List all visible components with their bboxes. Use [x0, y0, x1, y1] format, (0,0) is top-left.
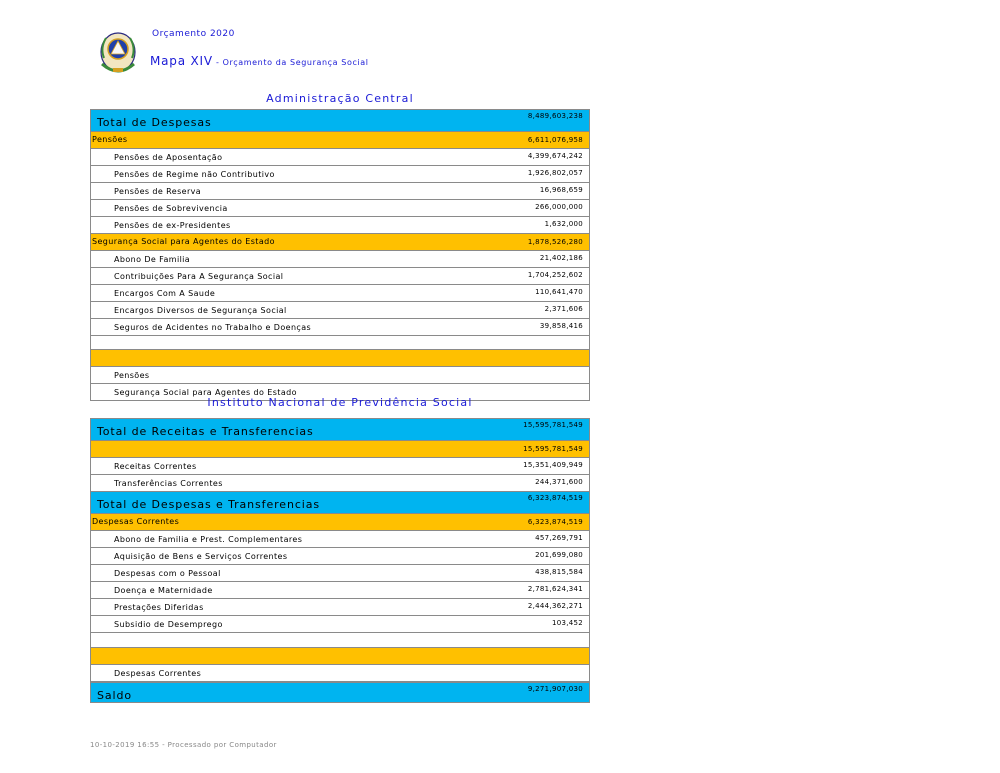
table-row: [90, 616, 590, 633]
table-row: [90, 217, 590, 234]
row-label: Total de Despesas e Transferencias: [97, 498, 321, 511]
row-label: Pensões de ex-Presidentes: [114, 221, 231, 230]
row-label: Transferências Correntes: [114, 479, 223, 488]
row-label: Abono de Familia e Prest. Complementares: [114, 535, 303, 544]
spacer-row: [90, 633, 590, 648]
row-value: 201,699,080: [535, 551, 583, 559]
row-value: 16,968,659: [539, 186, 583, 194]
row-value: 39,858,416: [539, 322, 583, 330]
table-row: [90, 599, 590, 616]
row-value: 6,323,874,519: [527, 494, 583, 502]
row-value: 6,611,076,958: [527, 136, 583, 144]
row-label: Despesas Correntes: [92, 517, 180, 526]
table-row: [90, 319, 590, 336]
row-value: 2,444,362,271: [527, 602, 583, 610]
coat-of-arms-icon: [96, 28, 140, 78]
row-label: Aquisição de Bens e Serviços Correntes: [114, 552, 288, 561]
map-heading: [150, 50, 369, 69]
row-label: Subsidio de Desemprego: [114, 620, 223, 629]
summary-row: [90, 665, 590, 682]
row-value: 1,704,252,602: [527, 271, 583, 279]
section-title-administracao: Administração Central: [266, 92, 414, 105]
summary-header-row: [90, 350, 590, 367]
row-label: Prestações Diferidas: [114, 603, 204, 612]
group-row-seguranca-social: [90, 234, 590, 251]
row-value: 21,402,186: [539, 254, 583, 262]
row-value: 15,595,781,549: [523, 421, 583, 429]
table-row: [90, 285, 590, 302]
row-value: 9,271,907,030: [527, 685, 583, 693]
table-row: [90, 458, 590, 475]
row-label: Total de Receitas e Transferencias: [97, 425, 314, 438]
map-code: Mapa XIV: [150, 54, 213, 68]
row-value: 1,926,802,057: [527, 169, 583, 177]
row-label: Receitas Correntes: [114, 462, 197, 471]
total-despesas-row: [90, 110, 590, 132]
row-label: Segurança Social para Agentes do Estado: [92, 237, 275, 246]
row-label: Pensões de Sobrevivencia: [114, 204, 228, 213]
group-row-receitas: [90, 441, 590, 458]
total-despesas-transferencias-row: [90, 492, 590, 514]
row-label: Despesas com o Pessoal: [114, 569, 221, 578]
row-value: 244,371,600: [535, 478, 583, 486]
row-label: Contribuições Para A Segurança Social: [114, 272, 284, 281]
table-row: [90, 565, 590, 582]
row-value: 457,269,791: [535, 534, 583, 542]
row-label: Pensões de Regime não Contributivo: [114, 170, 275, 179]
table-row: [90, 166, 590, 183]
row-label: Encargos Com A Saude: [114, 289, 216, 298]
total-receitas-row: [90, 419, 590, 441]
budget-year: Orçamento 2020: [152, 29, 235, 39]
section-title-inps: Instituto Nacional de Previdência Social: [207, 396, 473, 409]
row-value: 8,489,603,238: [527, 112, 583, 120]
row-value: 4,399,674,242: [527, 152, 583, 160]
table-row: [90, 582, 590, 599]
row-label: Pensões de Reserva: [114, 187, 202, 196]
summary-header-row: [90, 648, 590, 665]
table-row: [90, 475, 590, 492]
table-row: [90, 531, 590, 548]
row-value: 438,815,584: [535, 568, 583, 576]
row-label: Seguros de Acidentes no Trabalho e Doenças: [114, 323, 312, 332]
row-value: 1,878,526,280: [527, 238, 583, 246]
table-row: [90, 251, 590, 268]
row-value: 266,000,000: [535, 203, 583, 211]
table-row: [90, 302, 590, 319]
row-label: Abono De Familia: [114, 255, 191, 264]
table-row: [90, 548, 590, 565]
row-value: 1,632,000: [544, 220, 583, 228]
row-value: 6,323,874,519: [527, 518, 583, 526]
row-value: 15,595,781,549: [523, 445, 583, 453]
table-row: [90, 183, 590, 200]
row-label: Encargos Diversos de Segurança Social: [114, 306, 287, 315]
row-label: Doença e Maternidade: [114, 586, 213, 595]
row-label: Saldo: [97, 689, 132, 702]
row-value: 2,371,606: [544, 305, 583, 313]
table-row: [90, 268, 590, 285]
row-label: Total de Despesas: [97, 116, 212, 129]
row-value: 15,351,409,949: [523, 461, 583, 469]
summary-row: [90, 367, 590, 384]
saldo-row: [90, 682, 590, 703]
row-label: Pensões: [114, 371, 150, 380]
table-inps: [90, 418, 590, 703]
row-label: Pensões: [92, 135, 128, 144]
group-row-despesas-correntes: [90, 514, 590, 531]
footer-timestamp: 10-10-2019 16:55 - Processado por Computador: [90, 741, 277, 749]
row-label: Despesas Correntes: [114, 669, 202, 678]
row-value: 103,452: [551, 619, 583, 627]
row-value: 110,641,470: [535, 288, 583, 296]
map-title: - Orçamento da Segurança Social: [212, 58, 369, 67]
row-value: 2,781,624,341: [527, 585, 583, 593]
table-row: [90, 200, 590, 217]
table-administracao: [90, 109, 590, 401]
row-label: Pensões de Aposentação: [114, 153, 223, 162]
group-row-pensoes: [90, 132, 590, 149]
spacer-row: [90, 336, 590, 350]
table-row: [90, 149, 590, 166]
row-label: Segurança Social para Agentes do Estado: [114, 388, 297, 397]
